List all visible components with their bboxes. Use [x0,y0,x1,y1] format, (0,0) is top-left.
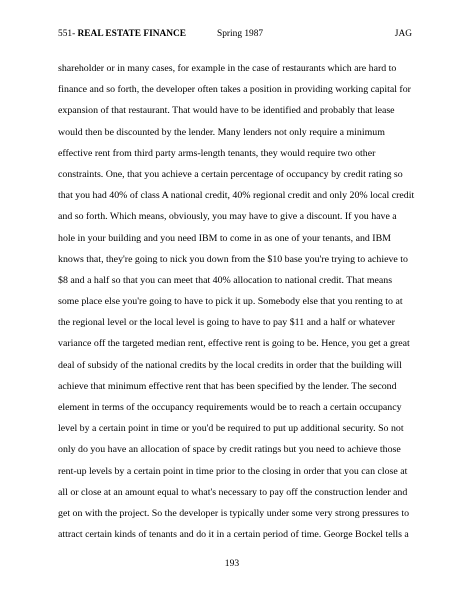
body-text-line: only do you have an allocation of space by credit ratings but you need to achieve those [58,444,401,456]
page-header [58,27,412,41]
body-text-line: finance and so forth, the developer often takes a position in providing working capital for [58,84,411,96]
body-text-line: all or close at an amount equal to what's necessary to pay off the construction lender and [58,486,408,498]
header-course [58,27,186,41]
body-text-line: that you had 40% of class A national credit, 40% regional credit and only 20% local credit [58,190,415,202]
body-text-line: $8 and a half so that you can meet that 40% allocation to national credit. That means [58,274,393,286]
body-text-line: shareholder or in many cases, for example in the case of restaurants which are hard to [58,63,397,74]
body-text-line: expansion of that restaurant. That would have to be identified and probably that lease [58,105,395,117]
header-term: Spring 1987 [217,29,264,39]
body-text-line: variance off the targeted median rent, effective rent is going to be. Hence, you get a great [58,338,410,350]
body-text [58,58,418,545]
header-course-number: 551- [58,29,76,39]
body-text-line: and so forth. Which means, obviously, you may have to give a discount. If you have a [58,211,397,223]
body-text-line: hole in your building and you need IBM to come in as one of your tenants, and IBM [58,232,391,244]
body-text-line: constraints. One, that you achieve a certain percentage of occupancy by credit rating so [58,168,403,180]
body-text-line: level by a certain point in time or you'd be required to put up additional security. So not [58,423,404,435]
body-text-line: some place else you're going to have to pick it up. Somebody else that you renting to at [58,296,403,308]
page-number: 193 [224,558,240,569]
body-text-line: would then be discounted by the lender. Many lenders not only require a minimum [58,126,385,138]
body-text-line: deal of subsidy of the national credits by the local credits in order that the building will [58,359,402,371]
body-text-line: achieve that minimum effective rent that has been specified by the lender. The second [58,380,397,392]
header-course-title: REAL ESTATE FINANCE [77,29,187,39]
body-text-line: the regional level or the local level is going to have to pay $11 and a half or whatever [58,317,395,329]
header-initials: JAG [394,29,412,39]
body-text-line: attract certain kinds of tenants and do it in a certain period of time. George Bockel tells a [58,529,409,541]
body-text-line: effective rent from third party arms-length tenants, they would require two other [58,147,376,159]
body-text-line: element in terms of the occupancy requirements would be to reach a certain occupancy [58,402,402,413]
body-text-line: get on with the project. So the developer is typically under some very strong pressures to [58,507,410,519]
body-text-line: knows that, they're going to nick you down from the $10 base you're trying to achieve to [58,253,408,265]
body-text-line: rent-up levels by a certain point in time prior to the closing in order that you can close at [58,465,408,477]
